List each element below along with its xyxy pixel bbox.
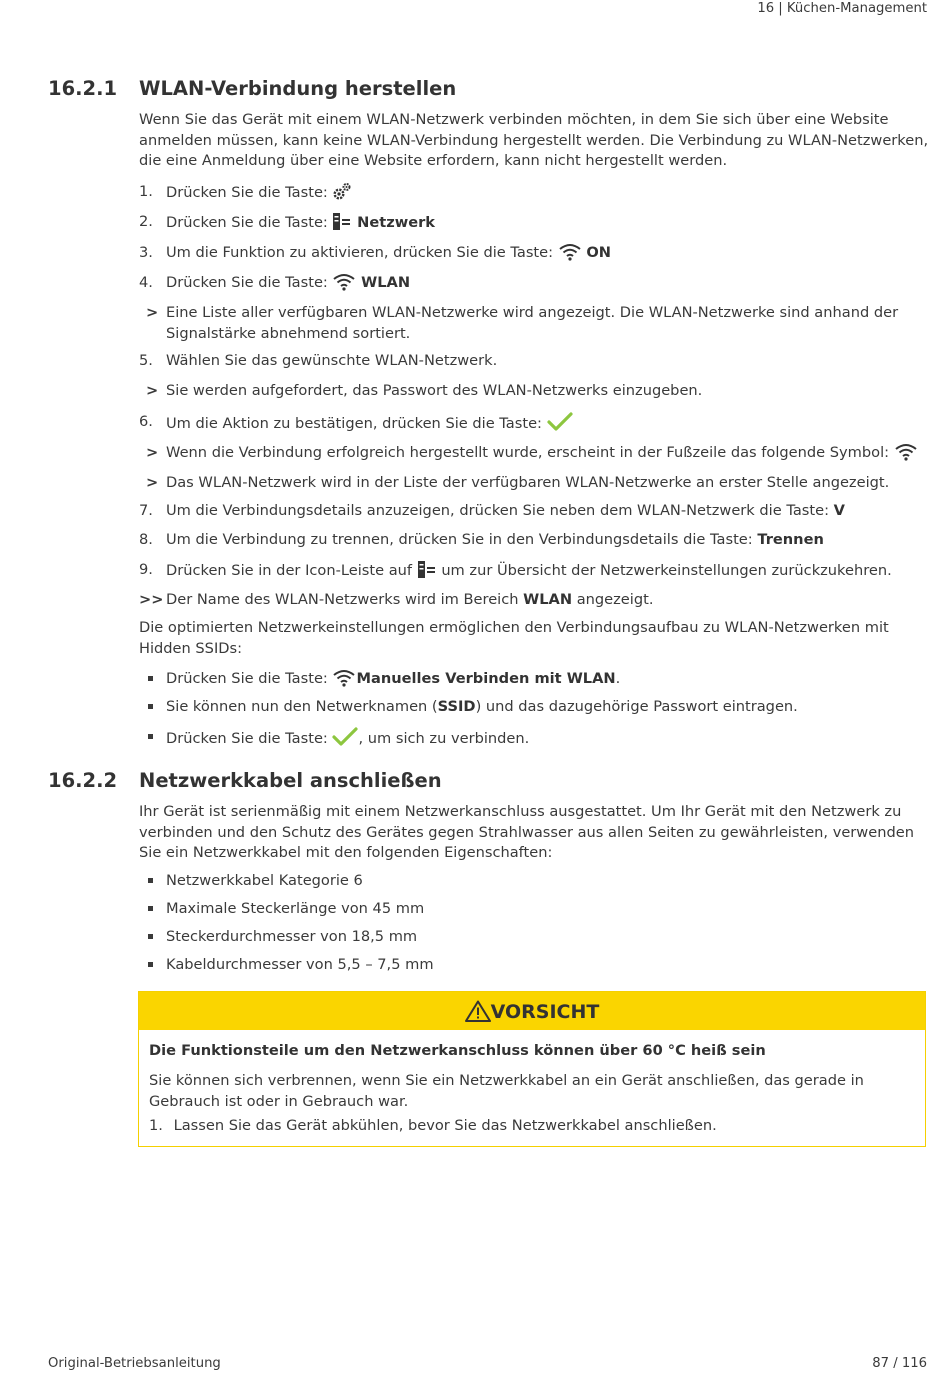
step-text: Um die Funktion zu aktivieren, drücken Sie die Taste: xyxy=(166,244,554,261)
bullet-tail: . xyxy=(615,670,621,687)
warning-title: VORSICHT xyxy=(490,1001,600,1023)
network-settings-icon xyxy=(332,212,352,238)
step-text: Drücken Sie die Taste: xyxy=(166,184,328,201)
warning-box xyxy=(138,991,926,1147)
result-text: Sie werden aufgefordert, das Passwort des WLAN-Netzwerks einzugeben. xyxy=(166,382,703,399)
property-text: Kabeldurchmesser von 5,5 – 7,5 mm xyxy=(166,956,434,973)
button-label: Trennen xyxy=(757,531,824,548)
step-text: Drücken Sie in der Icon-Leiste auf xyxy=(166,562,413,579)
warning-step xyxy=(149,1117,909,1134)
button-label: V xyxy=(833,502,845,519)
result-text: Der Name des WLAN-Netzwerks wird im Bereich xyxy=(166,591,519,608)
warning-text: Sie können sich verbrennen, wenn Sie ein Netzwerkkabel an ein Gerät anschließen, das gerade in Gebrauch ist oder in Gebrauch war. xyxy=(149,1072,864,1110)
result-marker: > xyxy=(146,304,159,321)
wifi-icon xyxy=(332,669,356,694)
page-header: 16 | Küchen-Management xyxy=(757,1,927,16)
result-text: Das WLAN-Netzwerk wird in der Liste der verfügbaren WLAN-Netzwerke an erster Stelle angezeigt. xyxy=(166,474,890,491)
footer-doc-title: Original-Betriebsanleitung xyxy=(48,1356,221,1371)
step-text: Lassen Sie das Gerät abkühlen, bevor Sie das Netzwerkkabel anschließen. xyxy=(173,1117,717,1134)
gears-icon xyxy=(332,182,352,208)
result-marker: >> xyxy=(139,591,164,608)
result-marker: > xyxy=(146,444,159,461)
step-number: 1. xyxy=(149,1117,163,1134)
step-number: 1. xyxy=(139,183,153,200)
wifi-icon xyxy=(332,273,356,298)
cable-intro: Ihr Gerät ist serienmäßig mit einem Netzwerkanschluss ausgestattet. Um Ihr Gerät mit den Netzwerk zu verbinden und den Schutz des Gerätes gegen Strahlwasser aus allen Seiten zu gewährleisten, verwenden Sie ein Netzwerkkabel mit den folgenden Eigenschaften: xyxy=(139,803,914,862)
property-text: Steckerdurchmesser von 18,5 mm xyxy=(166,928,418,945)
bullet-text: Drücken Sie die Taste: xyxy=(166,730,328,747)
step-text: Um die Verbindung zu trennen, drücken Sie in den Verbindungsdetails die Taste: xyxy=(166,531,753,548)
step-number: 5. xyxy=(139,352,153,369)
bullet-marker xyxy=(148,878,153,883)
bullet-marker xyxy=(148,734,153,739)
step-number: 2. xyxy=(139,213,153,230)
bullet-marker xyxy=(148,934,153,939)
bullet-marker xyxy=(148,962,153,967)
step-text-continued: um zur Übersicht der Netzwerkeinstellungen zurückzukehren. xyxy=(441,562,892,579)
checkmark-icon xyxy=(332,727,358,754)
button-label: Netzwerk xyxy=(357,214,435,231)
step-number: 7. xyxy=(139,502,153,519)
section-title: WLAN-Verbindung herstellen xyxy=(139,77,457,100)
warning-header xyxy=(139,992,925,1030)
network-settings-icon xyxy=(417,560,437,586)
ssid-label: SSID xyxy=(437,698,476,715)
button-label: WLAN xyxy=(361,274,411,291)
result-text: Wenn die Verbindung erfolgreich hergestellt wurde, erscheint in der Fußzeile das folgende Symbol: xyxy=(166,444,890,461)
step-number: 9. xyxy=(139,561,153,578)
step-text: Um die Verbindungsdetails anzuzeigen, drücken Sie neben dem WLAN-Netzwerk die Taste: xyxy=(166,502,829,519)
area-label: WLAN xyxy=(523,591,573,608)
step-number: 6. xyxy=(139,413,153,430)
bullet-marker xyxy=(148,676,153,681)
bullet-marker xyxy=(148,906,153,911)
step-number: 4. xyxy=(139,274,153,291)
hidden-ssid-intro: Die optimierten Netzwerkeinstellungen ermöglichen den Verbindungsaufbau zu WLAN-Netzwerken mit Hidden SSIDs: xyxy=(139,619,889,657)
result-marker: > xyxy=(146,474,159,491)
result-text: Eine Liste aller verfügbaren WLAN-Netzwerke wird angezeigt. Die WLAN-Netzwerke sind anhand der Signalstärke abnehmend sortiert. xyxy=(166,304,899,342)
button-label: Manuelles Verbinden mit WLAN xyxy=(356,670,616,687)
bullet-text-continued: , um sich zu verbinden. xyxy=(358,730,530,747)
warning-subtitle: Die Funktionsteile um den Netzwerkanschluss können über 60 °C heiß sein xyxy=(149,1042,766,1059)
property-text: Maximale Steckerlänge von 45 mm xyxy=(166,900,425,917)
wifi-icon xyxy=(894,443,918,468)
step-text: Drücken Sie die Taste: xyxy=(166,214,328,231)
bullet-marker xyxy=(148,704,153,709)
section-title: Netzwerkkabel anschließen xyxy=(139,769,442,792)
step-text: Um die Aktion zu bestätigen, drücken Sie die Taste: xyxy=(166,415,542,432)
wifi-icon xyxy=(558,243,582,268)
bullet-text: Drücken Sie die Taste: xyxy=(166,670,328,687)
step-text: Wählen Sie das gewünschte WLAN-Netzwerk. xyxy=(166,352,498,369)
bullet-text-continued: ) und das dazugehörige Passwort eintragen. xyxy=(475,698,798,715)
step-number: 3. xyxy=(139,244,153,261)
result-marker: > xyxy=(146,382,159,399)
section-number: 16.2.2 xyxy=(48,769,118,792)
intro-paragraph: Wenn Sie das Gerät mit einem WLAN-Netzwerk verbinden möchten, in dem Sie sich über eine Website anmelden müssen, kann keine WLAN-Verbindung hergestellt werden. Die Verbindung zu WLAN-Netzwerken, die eine Anmeldung über eine Website erfordern, kann nicht hergestellt werden. xyxy=(139,111,929,170)
step-number: 8. xyxy=(139,531,153,548)
step-text: Drücken Sie die Taste: xyxy=(166,274,328,291)
result-text-continued: angezeigt. xyxy=(576,591,654,608)
checkmark-icon xyxy=(547,412,573,439)
button-label: ON xyxy=(586,244,611,261)
warning-triangle-icon xyxy=(465,1000,491,1027)
bullet-text: Sie können nun den Netwerknamen ( xyxy=(166,698,438,715)
property-text: Netzwerkkabel Kategorie 6 xyxy=(166,872,363,889)
result-1 xyxy=(139,303,929,345)
section-number: 16.2.1 xyxy=(48,77,118,100)
page-number: 87 / 116 xyxy=(872,1356,927,1371)
